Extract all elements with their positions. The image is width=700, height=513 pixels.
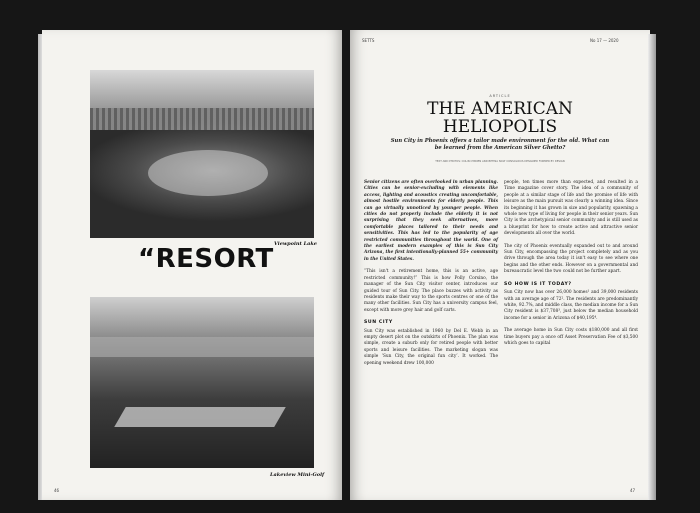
caption-top: Viewpoint Lake bbox=[274, 241, 317, 247]
article-subtitle: Sun City in Phoenix offers a tailor made environment for the old. What can be learned from the American Silver Ghetto? bbox=[390, 138, 610, 151]
section-heading-today: SO HOW IS IT TODAY? bbox=[504, 281, 572, 287]
left-page bbox=[42, 30, 342, 500]
column-1 bbox=[364, 180, 498, 373]
photo-mini-golf bbox=[90, 297, 314, 468]
title-line-1: THE AMERICAN bbox=[427, 99, 573, 119]
header-right: No 17 — 2020 bbox=[590, 38, 619, 43]
article-credit: TEXT AND PHOTOS: COLIN O'BRIEN AND BETINA NOLT CONSOLIDUS DESIGNED FORMER BY DESIGN bbox=[435, 160, 565, 163]
col2-paragraph-4: The average home in Sun City costs $180,000 and all first time buyers pay a once off Asset Preservation Fee of $3,500 which goes to capital bbox=[504, 328, 638, 346]
col2-paragraph-3: Sun City now has over 26,000 homes¹ and 39,000 residents with an average age of 72². The residents are predominantly white, 92.7%, and middle class, the median income for a Sun City resident is $37,708³, just below the median household income for a senior in Arizona of $40,195⁴. bbox=[504, 290, 638, 321]
page-edge-right bbox=[648, 34, 656, 500]
intro-paragraph: Senior citizens are often overlooked in urban planning. Cities can be senior-excluding with elements like access, lighting and acoustics creating uncomfortable, almost hostile environments for elderly people. This can go virtually unnoticed by younger people. When cities do not properly include the elderly it is not surprising that they seek alternatives, more comfortable places tailored to their needs and sensitivities. This has led to the popularity of age restricted communities throughout the world. One of the earliest modern examples of this is Sun City Arizona, the first intentionally-planned 55+ community in the United States. bbox=[364, 180, 498, 262]
photo-viewpoint-lake bbox=[90, 70, 314, 238]
col2-paragraph-1: people, ten times more than expected, and resulted in a Time magazine cover story. The idea of a community of people at a similar stage of life and the promise of life with leisure as the main pursuit was clearly a winning idea. Since its beginning it has grown in size and popularity, spawning a whole new type of living for people in their senior years. Sun City is the archetypical senior community and is still used as a blueprint for how to create active and attractive senior developments all over the world. bbox=[504, 180, 638, 237]
caption-bottom: Lakeview Mini-Golf bbox=[270, 472, 325, 478]
header-left: SETTS bbox=[362, 38, 375, 43]
col1-paragraph-1: “This isn't a retirement home, this is an active, age restricted community!” This is how Polly Corsino, the manager of the Sun City visitor center, introduces our guided tour of Sun City. The place buzzes with activity as residents make their way to the sports centres or one of the many other facilities. Sun City has a university campus feel, except with more grey hair and golf carts. bbox=[364, 269, 498, 313]
article-title bbox=[350, 100, 650, 136]
headline-resort: “RESORT bbox=[138, 244, 274, 274]
col1-paragraph-2: Sun City was established in 1960 by Del E. Webb in an empty desert plot on the outskirts of Phoenix. The plan was simple, create a suburb only for retired people with better sports and leisure facilities. The marketing slogan was simple ‘Sun City, the original fun city’. It worked. The opening weekend drew 100,000 bbox=[364, 328, 498, 366]
right-page bbox=[350, 30, 650, 500]
title-line-2: HELIOPOLIS bbox=[442, 117, 558, 137]
col2-paragraph-2: The city of Phoenix eventually expanded out to and around Sun City, encompassing the project completely and as you drive through the area today it isn't easy to see where one begins and the other ends. However on a governmental and bureaucratic level the two could not be further apart. bbox=[504, 243, 638, 275]
folio-left: 46 bbox=[54, 488, 60, 493]
column-2 bbox=[504, 180, 638, 353]
article-kicker: ARTICLE bbox=[489, 94, 511, 98]
folio-right: 47 bbox=[630, 488, 636, 493]
section-heading-sun-city: SUN CITY bbox=[364, 320, 393, 326]
magazine-spread bbox=[38, 30, 658, 500]
